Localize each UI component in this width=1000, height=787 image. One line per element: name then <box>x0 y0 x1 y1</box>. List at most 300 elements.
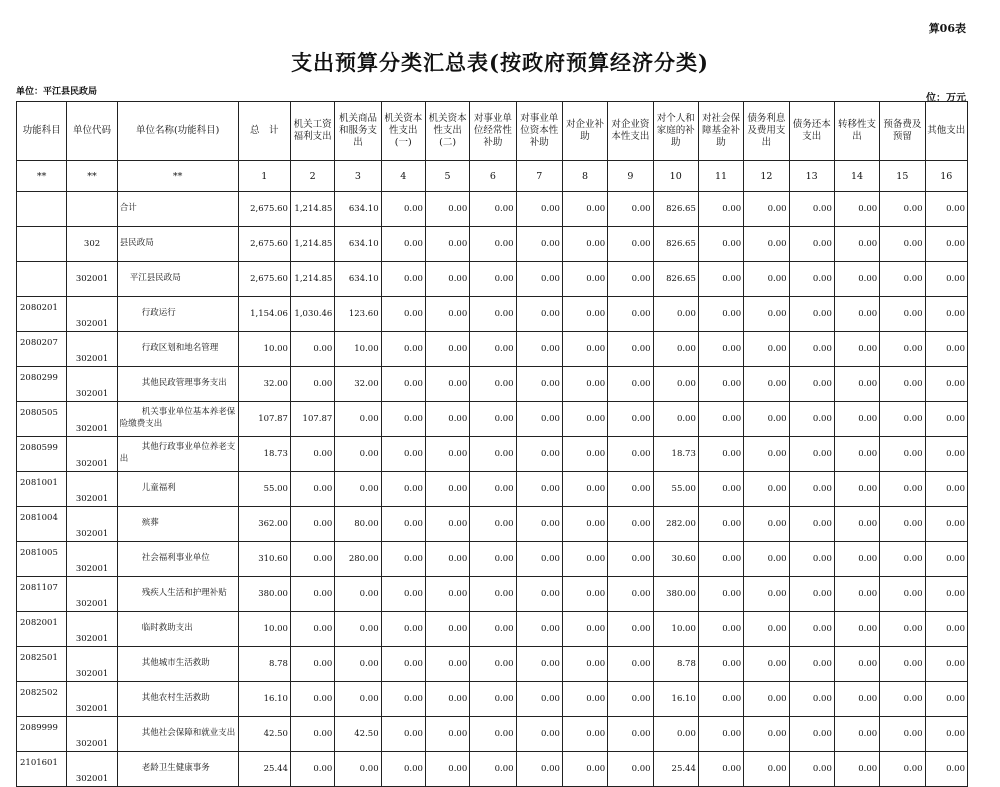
amount-cell: 0.00 <box>381 297 425 332</box>
amount-cell: 0.00 <box>562 682 607 717</box>
amount-cell: 0.00 <box>425 262 469 297</box>
unit-code-cell: 302001 <box>67 367 117 402</box>
function-code-cell: 2080201 <box>17 297 67 332</box>
amount-cell: 16.10 <box>238 682 290 717</box>
function-code-cell <box>17 262 67 297</box>
amount-cell: 380.00 <box>238 577 290 612</box>
amount-cell: 0.00 <box>834 402 879 437</box>
amount-cell: 107.87 <box>290 402 334 437</box>
amount-cell: 0.00 <box>789 717 834 752</box>
amount-cell: 0.00 <box>789 402 834 437</box>
amount-cell: 0.00 <box>744 682 789 717</box>
column-header: 对企业补助 <box>562 102 607 161</box>
unit-name-cell: 平江县民政局 <box>117 262 238 297</box>
amount-cell: 0.00 <box>290 542 334 577</box>
amount-cell: 282.00 <box>653 507 698 542</box>
unit-name-cell: 行政运行 <box>117 297 238 332</box>
amount-cell: 0.00 <box>470 682 516 717</box>
amount-cell: 0.00 <box>562 542 607 577</box>
unit-code-cell: 302001 <box>67 542 117 577</box>
amount-cell: 0.00 <box>880 262 925 297</box>
amount-cell: 0.00 <box>925 577 967 612</box>
column-header: 机关工资福利支出 <box>290 102 334 161</box>
amount-cell: 0.00 <box>381 402 425 437</box>
column-index: ** <box>17 161 67 192</box>
amount-cell: 0.00 <box>880 647 925 682</box>
table-row <box>17 542 968 577</box>
amount-cell: 0.00 <box>562 262 607 297</box>
column-index: 10 <box>653 161 698 192</box>
amount-cell: 0.00 <box>698 472 743 507</box>
amount-cell: 0.00 <box>789 367 834 402</box>
amount-cell: 0.00 <box>744 717 789 752</box>
amount-cell: 0.00 <box>516 717 562 752</box>
unit-code-cell: 302001 <box>67 682 117 717</box>
amount-cell: 0.00 <box>335 612 381 647</box>
amount-cell: 0.00 <box>335 682 381 717</box>
amount-cell: 0.00 <box>470 227 516 262</box>
amount-cell: 0.00 <box>880 717 925 752</box>
amount-cell: 25.44 <box>238 752 290 787</box>
amount-cell: 0.00 <box>516 227 562 262</box>
amount-cell: 0.00 <box>290 752 334 787</box>
unit-code-cell: 302001 <box>67 647 117 682</box>
amount-cell: 2,675.60 <box>238 262 290 297</box>
table-row <box>17 717 968 752</box>
amount-cell: 0.00 <box>562 402 607 437</box>
unit-name-cell: 其他行政事业单位养老支出 <box>117 437 238 472</box>
amount-cell: 0.00 <box>562 437 607 472</box>
amount-cell: 0.00 <box>789 507 834 542</box>
amount-cell: 18.73 <box>238 437 290 472</box>
amount-cell: 0.00 <box>425 507 469 542</box>
unit-name-cell: 行政区划和地名管理 <box>117 332 238 367</box>
amount-cell: 0.00 <box>516 367 562 402</box>
column-index: ** <box>117 161 238 192</box>
unit-code-cell: 302001 <box>67 402 117 437</box>
amount-cell: 0.00 <box>744 262 789 297</box>
amount-cell: 0.00 <box>381 647 425 682</box>
amount-cell: 0.00 <box>290 647 334 682</box>
amount-cell: 0.00 <box>425 752 469 787</box>
unit-name-cell: 其他农村生活救助 <box>117 682 238 717</box>
amount-cell: 0.00 <box>381 507 425 542</box>
amount-cell: 0.00 <box>698 297 743 332</box>
amount-cell: 0.00 <box>925 752 967 787</box>
amount-cell: 0.00 <box>744 367 789 402</box>
table-row <box>17 577 968 612</box>
amount-cell: 0.00 <box>562 577 607 612</box>
table-row <box>17 472 968 507</box>
function-code-cell: 2081005 <box>17 542 67 577</box>
table-row <box>17 332 968 367</box>
amount-cell: 10.00 <box>238 332 290 367</box>
column-header: 对个人和家庭的补助 <box>653 102 698 161</box>
amount-cell: 0.00 <box>608 647 653 682</box>
amount-cell: 1,030.46 <box>290 297 334 332</box>
table-row <box>17 227 968 262</box>
amount-cell: 0.00 <box>834 647 879 682</box>
amount-cell: 0.00 <box>608 717 653 752</box>
unit-code-cell: 302001 <box>67 507 117 542</box>
amount-cell: 0.00 <box>470 752 516 787</box>
table-row <box>17 612 968 647</box>
amount-cell: 0.00 <box>425 402 469 437</box>
amount-cell: 1,214.85 <box>290 262 334 297</box>
amount-cell: 0.00 <box>516 437 562 472</box>
amount-cell: 0.00 <box>834 682 879 717</box>
amount-cell: 0.00 <box>335 577 381 612</box>
amount-cell: 0.00 <box>290 437 334 472</box>
amount-cell: 0.00 <box>608 227 653 262</box>
column-header: 债务还本支出 <box>789 102 834 161</box>
amount-cell: 0.00 <box>925 262 967 297</box>
amount-cell: 107.87 <box>238 402 290 437</box>
amount-cell: 0.00 <box>880 682 925 717</box>
unit-code-cell: 302001 <box>67 437 117 472</box>
amount-cell: 0.00 <box>562 612 607 647</box>
amount-cell: 0.00 <box>653 332 698 367</box>
amount-cell: 826.65 <box>653 227 698 262</box>
amount-cell: 8.78 <box>653 647 698 682</box>
amount-cell: 25.44 <box>653 752 698 787</box>
amount-cell: 0.00 <box>470 367 516 402</box>
amount-cell: 0.00 <box>562 647 607 682</box>
amount-cell: 362.00 <box>238 507 290 542</box>
column-index: 14 <box>834 161 879 192</box>
amount-cell: 0.00 <box>744 612 789 647</box>
amount-cell: 0.00 <box>789 297 834 332</box>
amount-cell: 0.00 <box>381 437 425 472</box>
amount-cell: 0.00 <box>562 192 607 227</box>
amount-cell: 0.00 <box>653 297 698 332</box>
amount-cell: 1,214.85 <box>290 192 334 227</box>
unit-code-cell: 302001 <box>67 332 117 367</box>
unit-name-cell: 社会福利事业单位 <box>117 542 238 577</box>
column-index: 4 <box>381 161 425 192</box>
amount-cell: 0.00 <box>470 332 516 367</box>
column-header: 预备费及预留 <box>880 102 925 161</box>
amount-cell: 0.00 <box>425 612 469 647</box>
amount-cell: 0.00 <box>608 192 653 227</box>
column-header: 功能科目 <box>17 102 67 161</box>
column-header: 债务利息及费用支出 <box>744 102 789 161</box>
amount-cell: 0.00 <box>925 297 967 332</box>
amount-cell: 0.00 <box>516 262 562 297</box>
amount-cell: 0.00 <box>425 297 469 332</box>
function-code-cell: 2082501 <box>17 647 67 682</box>
amount-cell: 0.00 <box>698 332 743 367</box>
column-index: 2 <box>290 161 334 192</box>
function-code-cell: 2101601 <box>17 752 67 787</box>
table-number-tag: 算06表 <box>928 22 966 35</box>
amount-cell: 0.00 <box>290 472 334 507</box>
column-header: 对企业资本性支出 <box>608 102 653 161</box>
amount-cell: 0.00 <box>698 717 743 752</box>
amount-cell: 0.00 <box>470 577 516 612</box>
unit-code-cell <box>67 192 117 227</box>
amount-cell: 0.00 <box>516 507 562 542</box>
table-row <box>17 297 968 332</box>
amount-cell: 0.00 <box>789 577 834 612</box>
amount-cell: 0.00 <box>834 577 879 612</box>
amount-cell: 0.00 <box>653 367 698 402</box>
amount-cell: 0.00 <box>562 752 607 787</box>
amount-cell: 0.00 <box>698 402 743 437</box>
amount-cell: 0.00 <box>381 682 425 717</box>
amount-cell: 0.00 <box>834 472 879 507</box>
amount-cell: 0.00 <box>698 542 743 577</box>
amount-cell: 0.00 <box>425 472 469 507</box>
amount-cell: 0.00 <box>425 367 469 402</box>
amount-cell: 0.00 <box>470 402 516 437</box>
table-row <box>17 647 968 682</box>
table-row <box>17 752 968 787</box>
column-header: 机关商品和服务支出 <box>335 102 381 161</box>
amount-cell: 0.00 <box>608 437 653 472</box>
amount-cell: 0.00 <box>516 647 562 682</box>
function-code-cell: 2080505 <box>17 402 67 437</box>
column-header: 机关资本性支出(二) <box>425 102 469 161</box>
amount-cell: 0.00 <box>290 507 334 542</box>
amount-cell: 0.00 <box>744 402 789 437</box>
amount-cell: 0.00 <box>744 332 789 367</box>
amount-cell: 0.00 <box>562 367 607 402</box>
amount-cell: 0.00 <box>516 332 562 367</box>
unit-code-cell: 302001 <box>67 472 117 507</box>
amount-cell: 123.60 <box>335 297 381 332</box>
amount-cell: 0.00 <box>834 437 879 472</box>
unit-code-cell: 302001 <box>67 262 117 297</box>
amount-cell: 0.00 <box>698 507 743 542</box>
amount-cell: 0.00 <box>744 577 789 612</box>
amount-cell: 0.00 <box>516 402 562 437</box>
amount-cell: 0.00 <box>925 647 967 682</box>
column-index: 1 <box>238 161 290 192</box>
amount-cell: 0.00 <box>381 227 425 262</box>
amount-cell: 0.00 <box>880 402 925 437</box>
unit-name-cell: 儿童福利 <box>117 472 238 507</box>
amount-cell: 0.00 <box>880 367 925 402</box>
column-index: 11 <box>698 161 743 192</box>
function-code-cell: 2081107 <box>17 577 67 612</box>
amount-cell: 0.00 <box>335 402 381 437</box>
amount-cell: 0.00 <box>562 472 607 507</box>
amount-cell: 42.50 <box>335 717 381 752</box>
amount-cell: 634.10 <box>335 262 381 297</box>
function-code-cell: 2089999 <box>17 717 67 752</box>
function-code-cell: 2080299 <box>17 367 67 402</box>
function-code-cell: 2080599 <box>17 437 67 472</box>
amount-cell: 0.00 <box>925 402 967 437</box>
amount-cell: 0.00 <box>608 612 653 647</box>
amount-cell: 0.00 <box>516 472 562 507</box>
unit-name-cell: 其他城市生活救助 <box>117 647 238 682</box>
amount-cell: 0.00 <box>744 507 789 542</box>
amount-cell: 0.00 <box>880 752 925 787</box>
amount-cell: 0.00 <box>470 297 516 332</box>
amount-cell: 0.00 <box>516 577 562 612</box>
amount-cell: 0.00 <box>470 647 516 682</box>
reporting-unit: 单位：平江县民政局 <box>16 87 98 97</box>
amount-cell: 1,214.85 <box>290 227 334 262</box>
unit-code-cell: 302001 <box>67 297 117 332</box>
amount-cell: 10.00 <box>238 612 290 647</box>
column-index: 12 <box>744 161 789 192</box>
amount-cell: 0.00 <box>562 227 607 262</box>
column-index: 5 <box>425 161 469 192</box>
amount-cell: 0.00 <box>744 472 789 507</box>
amount-cell: 0.00 <box>698 752 743 787</box>
unit-name-cell: 老龄卫生健康事务 <box>117 752 238 787</box>
amount-cell: 0.00 <box>834 262 879 297</box>
column-index: 16 <box>925 161 967 192</box>
amount-cell: 634.10 <box>335 192 381 227</box>
unit-code-cell: 302001 <box>67 717 117 752</box>
amount-cell: 0.00 <box>425 227 469 262</box>
amount-cell: 0.00 <box>789 227 834 262</box>
amount-cell: 0.00 <box>925 227 967 262</box>
amount-cell: 0.00 <box>744 542 789 577</box>
function-code-cell <box>17 192 67 227</box>
amount-cell: 0.00 <box>608 682 653 717</box>
amount-cell: 310.60 <box>238 542 290 577</box>
header-row <box>17 102 968 161</box>
amount-cell: 0.00 <box>470 717 516 752</box>
amount-cell: 0.00 <box>470 192 516 227</box>
amount-cell: 826.65 <box>653 192 698 227</box>
amount-cell: 2,675.60 <box>238 227 290 262</box>
amount-cell: 0.00 <box>880 542 925 577</box>
amount-cell: 0.00 <box>516 682 562 717</box>
amount-cell: 0.00 <box>789 192 834 227</box>
column-header: 单位名称(功能科目) <box>117 102 238 161</box>
column-header: 机关资本性支出(一) <box>381 102 425 161</box>
amount-cell: 0.00 <box>789 612 834 647</box>
amount-cell: 0.00 <box>381 542 425 577</box>
amount-cell: 8.78 <box>238 647 290 682</box>
amount-cell: 0.00 <box>744 647 789 682</box>
unit-code-cell: 302001 <box>67 577 117 612</box>
amount-cell: 0.00 <box>470 542 516 577</box>
amount-cell: 0.00 <box>880 472 925 507</box>
amount-cell: 0.00 <box>744 227 789 262</box>
amount-cell: 0.00 <box>698 192 743 227</box>
amount-cell: 0.00 <box>925 367 967 402</box>
amount-cell: 0.00 <box>470 472 516 507</box>
column-header: 总 计 <box>238 102 290 161</box>
amount-cell: 0.00 <box>425 192 469 227</box>
amount-cell: 0.00 <box>425 682 469 717</box>
amount-cell: 0.00 <box>698 612 743 647</box>
amount-cell: 0.00 <box>470 437 516 472</box>
function-code-cell <box>17 227 67 262</box>
unit-name-cell: 其他民政管理事务支出 <box>117 367 238 402</box>
amount-cell: 0.00 <box>516 542 562 577</box>
amount-cell: 0.00 <box>562 507 607 542</box>
amount-cell: 0.00 <box>381 577 425 612</box>
budget-table <box>16 101 968 787</box>
unit-name-cell: 其他社会保障和就业支出 <box>117 717 238 752</box>
amount-cell: 0.00 <box>381 262 425 297</box>
amount-cell: 0.00 <box>608 472 653 507</box>
amount-cell: 0.00 <box>608 262 653 297</box>
amount-cell: 0.00 <box>744 192 789 227</box>
unit-name-cell: 机关事业单位基本养老保险缴费支出 <box>117 402 238 437</box>
table-row <box>17 367 968 402</box>
column-index: 8 <box>562 161 607 192</box>
amount-cell: 0.00 <box>834 542 879 577</box>
amount-cell: 380.00 <box>653 577 698 612</box>
amount-cell: 55.00 <box>238 472 290 507</box>
amount-cell: 0.00 <box>425 647 469 682</box>
column-index-row <box>17 161 968 192</box>
amount-cell: 16.10 <box>653 682 698 717</box>
amount-cell: 2,675.60 <box>238 192 290 227</box>
amount-cell: 0.00 <box>608 542 653 577</box>
amount-cell: 1,154.06 <box>238 297 290 332</box>
table-row <box>17 682 968 717</box>
amount-cell: 0.00 <box>834 332 879 367</box>
amount-cell: 0.00 <box>698 437 743 472</box>
amount-cell: 0.00 <box>381 717 425 752</box>
amount-cell: 0.00 <box>789 647 834 682</box>
function-code-cell: 2081001 <box>17 472 67 507</box>
column-header: 其他支出 <box>925 102 967 161</box>
amount-cell: 0.00 <box>425 332 469 367</box>
amount-cell: 0.00 <box>880 297 925 332</box>
unit-name-cell: 合计 <box>117 192 238 227</box>
amount-cell: 0.00 <box>925 612 967 647</box>
amount-cell: 0.00 <box>789 752 834 787</box>
amount-cell: 0.00 <box>925 472 967 507</box>
amount-cell: 0.00 <box>608 297 653 332</box>
amount-cell: 0.00 <box>562 332 607 367</box>
amount-cell: 0.00 <box>608 402 653 437</box>
amount-cell: 0.00 <box>834 507 879 542</box>
column-header: 转移性支出 <box>834 102 879 161</box>
amount-cell: 0.00 <box>880 577 925 612</box>
amount-cell: 10.00 <box>653 612 698 647</box>
amount-cell: 32.00 <box>238 367 290 402</box>
function-code-cell: 2082001 <box>17 612 67 647</box>
amount-cell: 0.00 <box>516 297 562 332</box>
amount-cell: 0.00 <box>880 437 925 472</box>
amount-cell: 0.00 <box>608 507 653 542</box>
column-index: 15 <box>880 161 925 192</box>
unit-code-cell: 302001 <box>67 752 117 787</box>
amount-cell: 0.00 <box>653 402 698 437</box>
amount-cell: 0.00 <box>562 297 607 332</box>
amount-cell: 0.00 <box>789 542 834 577</box>
amount-cell: 0.00 <box>470 262 516 297</box>
amount-cell: 0.00 <box>381 472 425 507</box>
amount-cell: 0.00 <box>925 332 967 367</box>
amount-cell: 0.00 <box>335 752 381 787</box>
amount-cell: 0.00 <box>834 192 879 227</box>
amount-cell: 0.00 <box>744 437 789 472</box>
page-title: 支出预算分类汇总表(按政府预算经济分类) <box>291 50 709 75</box>
currency-unit: 位：万元 <box>926 93 966 104</box>
amount-cell: 0.00 <box>880 192 925 227</box>
column-header: 对事业单位经常性补助 <box>470 102 516 161</box>
unit-code-cell: 302 <box>67 227 117 262</box>
table-row <box>17 262 968 297</box>
amount-cell: 0.00 <box>789 682 834 717</box>
column-header: 对社会保障基金补助 <box>698 102 743 161</box>
amount-cell: 0.00 <box>789 437 834 472</box>
function-code-cell: 2082502 <box>17 682 67 717</box>
